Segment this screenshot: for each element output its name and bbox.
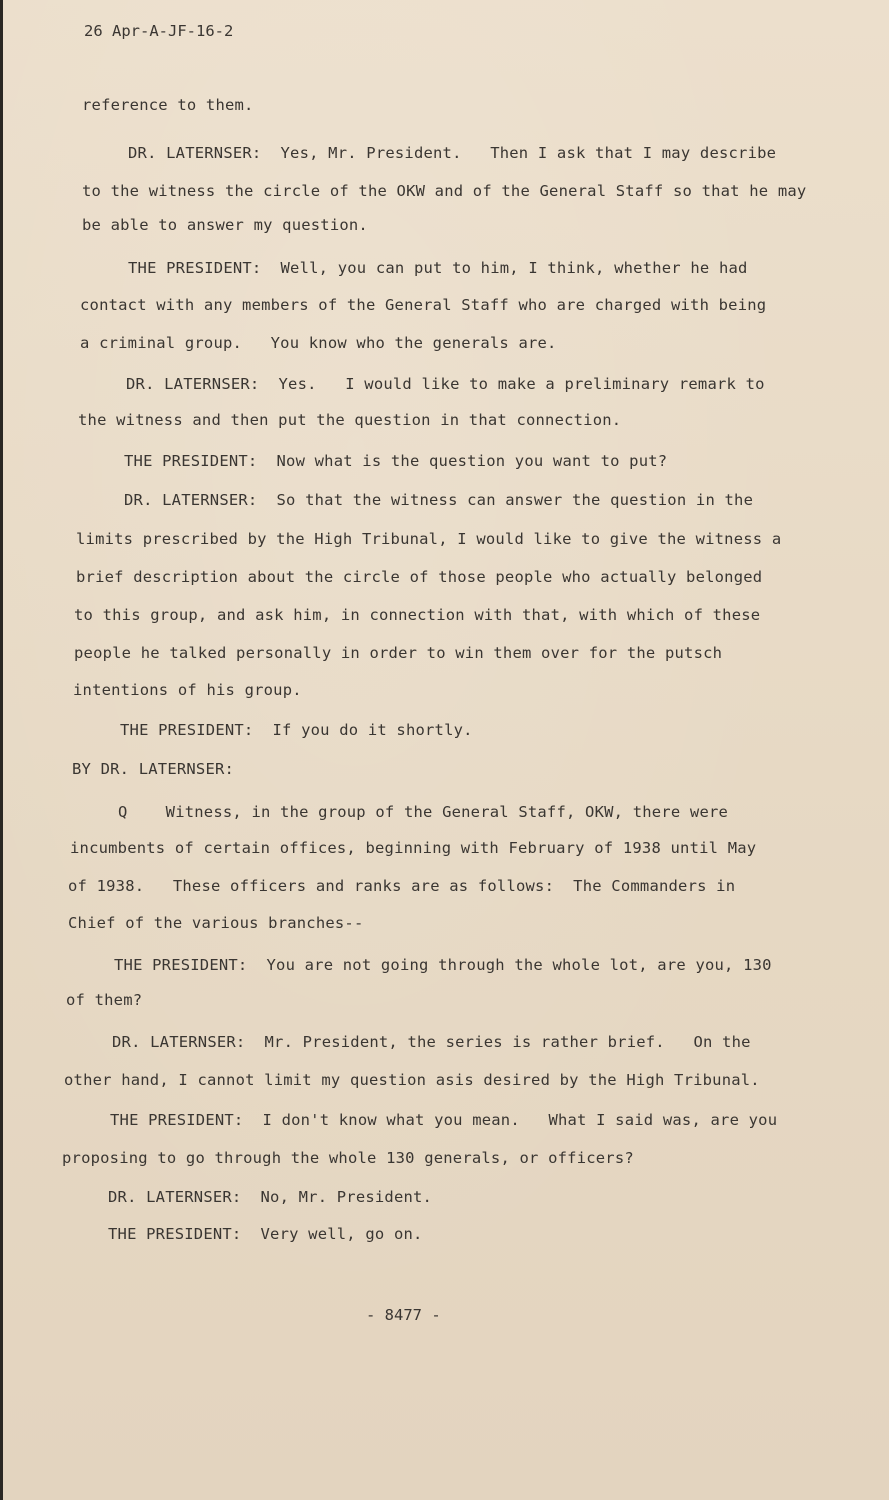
text-line: THE PRESIDENT: Now what is the question you want to put? [124, 452, 668, 470]
text-line: contact with any members of the General Staff who are charged with being [80, 296, 767, 314]
text-line: be able to answer my question. [82, 216, 368, 234]
text-line: brief description about the circle of those people who actually belonged [76, 568, 763, 586]
text-line: of 1938. These officers and ranks are as follows: The Commanders in [68, 877, 736, 895]
text-line: THE PRESIDENT: If you do it shortly. [120, 721, 473, 739]
text-line: THE PRESIDENT: You are not going through the whole lot, are you, 130 [114, 956, 772, 974]
text-line: the witness and then put the question in that connection. [78, 411, 622, 429]
text-line: DR. LATERNSER: Yes. I would like to make a preliminary remark to [126, 375, 765, 393]
page-edge [0, 0, 3, 1500]
text-line: Q Witness, in the group of the General Staff, OKW, there were [118, 803, 729, 821]
document-reference: 26 Apr-A-JF-16-2 [84, 22, 234, 40]
text-line: DR. LATERNSER: Mr. President, the series is rather brief. On the [112, 1033, 751, 1051]
text-line: THE PRESIDENT: I don't know what you mean. What I said was, are you [110, 1111, 778, 1129]
text-line: to the witness the circle of the OKW and of the General Staff so that he may [82, 182, 807, 200]
text-line: people he talked personally in order to win them over for the putsch [74, 644, 723, 662]
text-line: DR. LATERNSER: So that the witness can answer the question in the [124, 491, 754, 509]
text-line: intentions of his group. [73, 681, 302, 699]
text-line: THE PRESIDENT: Well, you can put to him, I think, whether he had [128, 259, 748, 277]
text-line: other hand, I cannot limit my question asis desired by the High Tribunal. [64, 1071, 760, 1089]
text-line: DR. LATERNSER: No, Mr. President. [108, 1188, 433, 1206]
page-number: - 8477 - [366, 1306, 441, 1324]
text-line: proposing to go through the whole 130 generals, or officers? [62, 1149, 634, 1167]
text-line: BY DR. LATERNSER: [72, 760, 235, 778]
text-line: a criminal group. You know who the generals are. [80, 334, 557, 352]
text-line: limits prescribed by the High Tribunal, I would like to give the witness a [76, 530, 782, 548]
text-line: reference to them. [82, 96, 254, 114]
text-line: of them? [66, 991, 143, 1009]
text-line: to this group, and ask him, in connection with that, with which of these [74, 606, 761, 624]
text-line: Chief of the various branches-- [68, 914, 364, 932]
text-line: incumbents of certain offices, beginning with February of 1938 until May [70, 839, 757, 857]
text-line: THE PRESIDENT: Very well, go on. [108, 1225, 423, 1243]
text-line: DR. LATERNSER: Yes, Mr. President. Then I ask that I may describe [128, 144, 777, 162]
